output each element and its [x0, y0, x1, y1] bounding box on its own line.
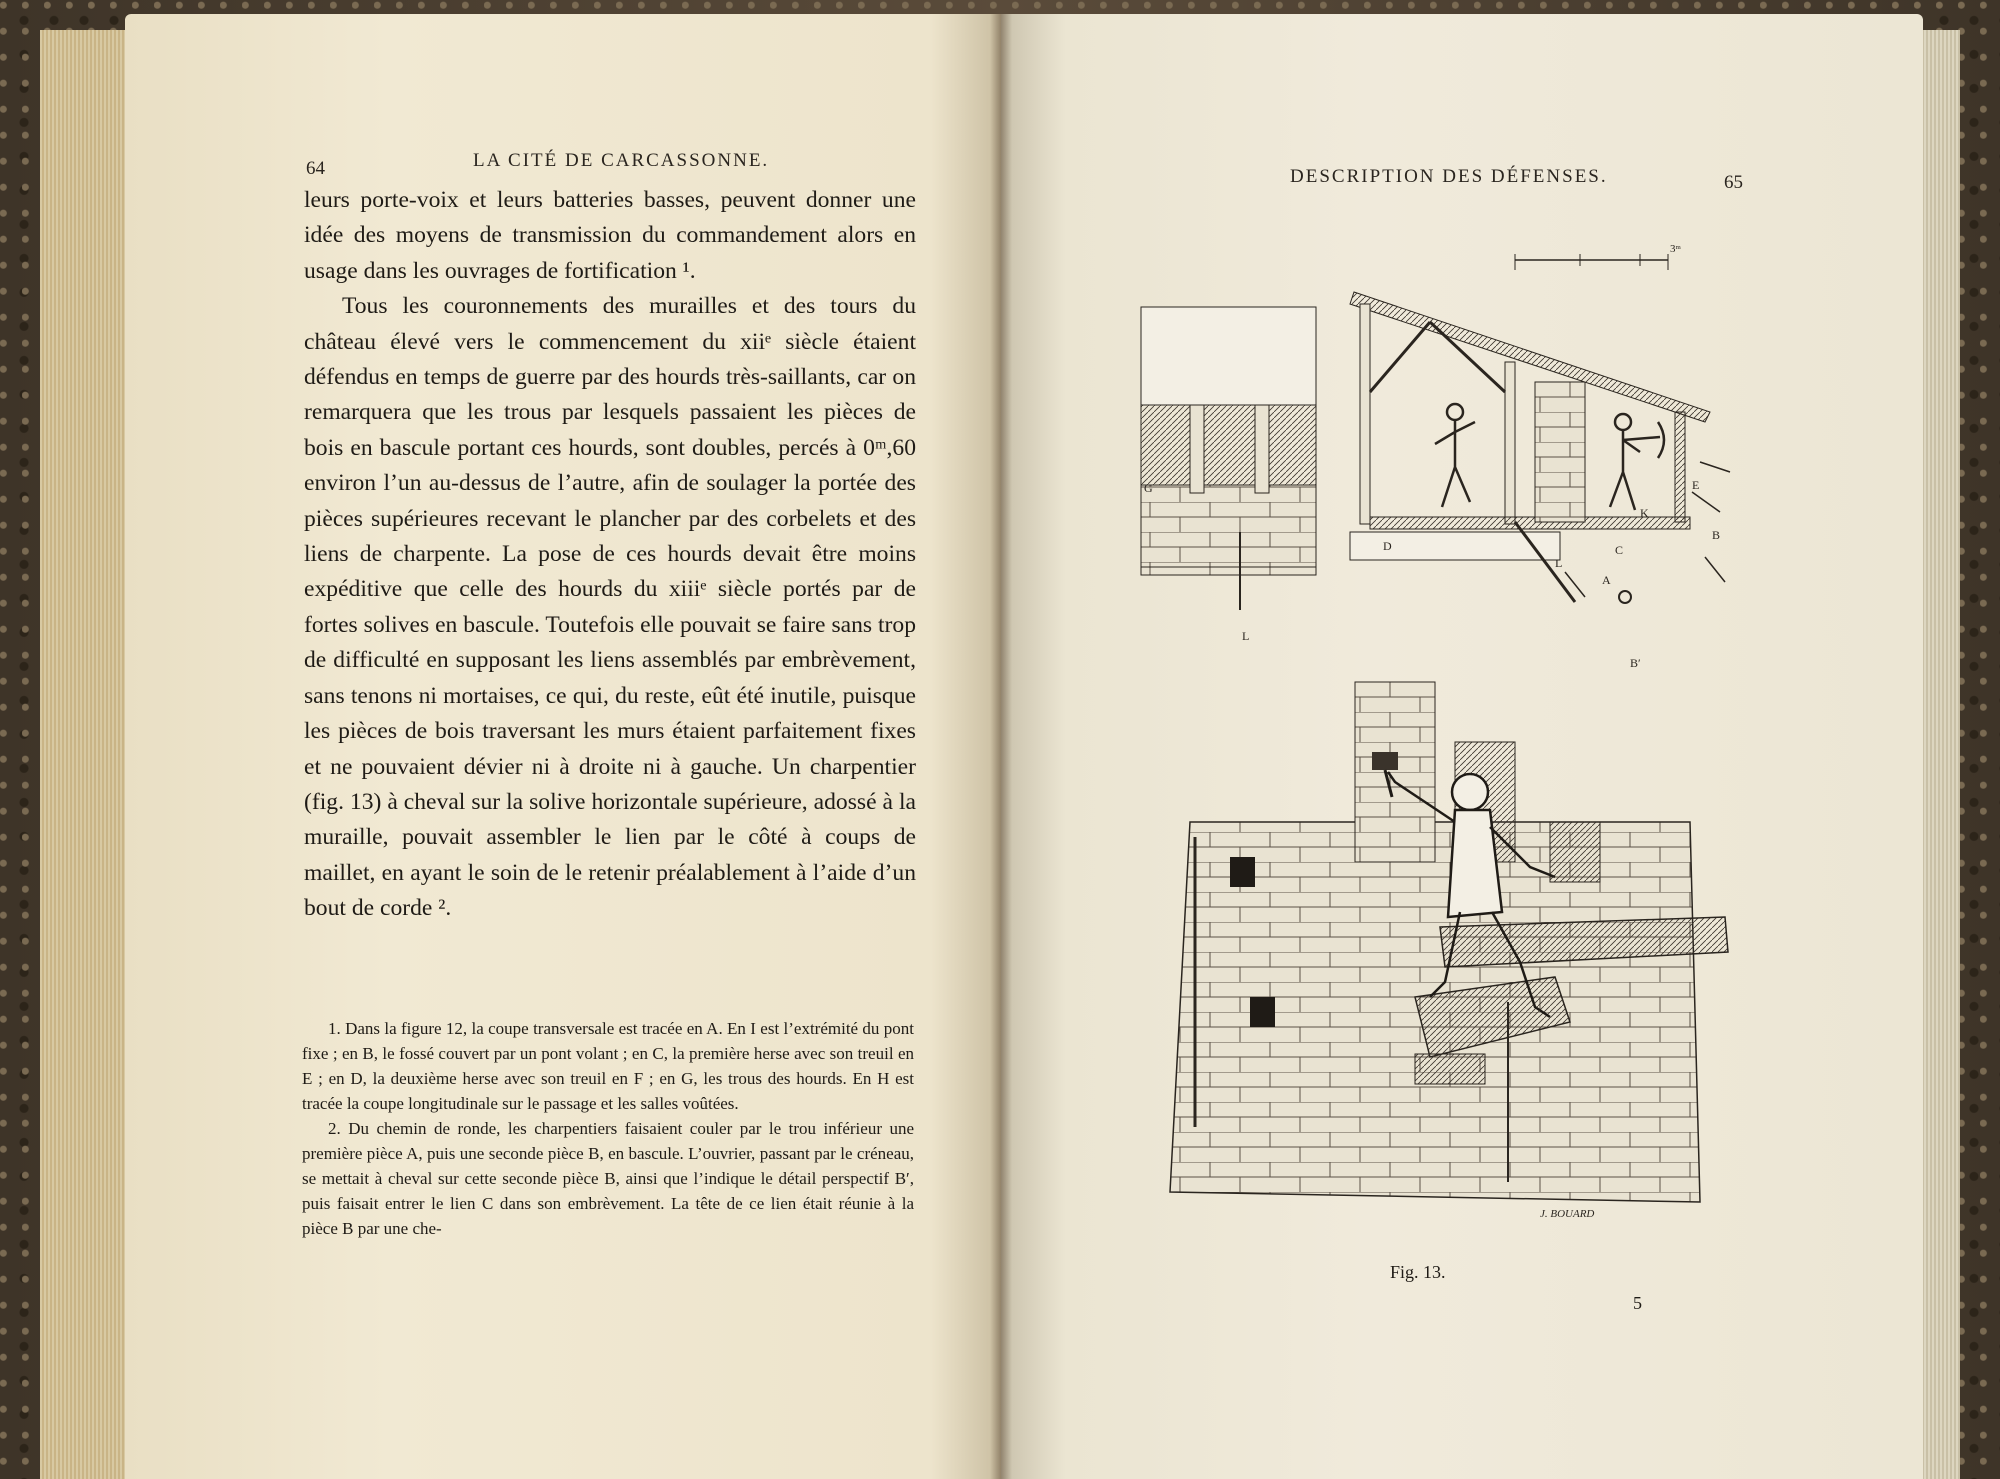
paragraph-1: leurs porte-voix et leurs batteries basses, peuvent donner une idée des moyens de transmission du commandement alors en usage dans les ouvrages de fortification ¹.: [304, 187, 916, 284]
hoarding-engraving-figure: [1130, 243, 1750, 1242]
letter-b: B: [1712, 528, 1721, 542]
carpenter-perspective: [1170, 682, 1728, 1220]
left-page-number: 64: [306, 158, 325, 179]
book-gutter: [990, 14, 1012, 1479]
letter-k: K: [1640, 506, 1649, 520]
right-page-number: 65: [1724, 172, 1743, 193]
letter-e: E: [1692, 478, 1700, 492]
letter-l-right: L: [1555, 556, 1563, 570]
wall-elevation-detail: [1141, 307, 1316, 610]
footnote-2: 2. Du chemin de ronde, les charpentiers faisaient couler par le trou inférieur une première pièce A, puis une seconde pièce B, en bascule. L’ouvrier, passant par le créneau, se mettait à cheval sur cette seconde pièce B, ainsi que l’indique le détail perspectif B′, puis faisait entrer le lien C dans son embrèvement. La tête de ce lien était réunie à la pièce B par une che-: [302, 1119, 914, 1238]
letter-a: A: [1602, 573, 1611, 587]
paragraph-2: Tous les couronnements des murailles et des tours du château élevé vers le commencement du xiiᵉ siècle étaient défendus en temps de guerre par des hourds très-saillants, car on remarquera que les trous par lesquels passaient les pièces de bois en bascule portant ces hourds, sont doubles, percés à 0ᵐ,60 environ l’un au-dessus de l’autre, afin de soulager la portée des pièces supérieures recevant le plancher par des corbelets et des liens de charpente. La pose de ces hourds devait être moins expéditive que celle des hourds du xiiiᵉ siècle portés par de fortes solives en bascule. Toutefois elle pouvait se faire sans trop de difficulté en supposant les liens assemblés par embrèvement, sans tenons ni mortaises, ce qui, du reste, eût été inutile, puisque les pièces de bois traversant les murs étaient parfaitement fixes et ne pouvaient dévier ni à droite ni à gauche. Un charpentier (fig. 13) à cheval sur la solive horizontale supérieure, adossé à la muraille, pouvait assembler le lien par le côté à coups de maillet, en ayant le soin de le retenir préalablement à l’aide d’un bout de corde ².: [304, 293, 916, 922]
figure-caption: Fig. 13.: [1390, 1262, 1446, 1282]
footnotes: [302, 1016, 914, 1241]
hoarding-section: [1350, 292, 1730, 603]
footnote-1: 1. Dans la figure 12, la coupe transversale est tracée en A. En I est l’extrémité du pont fixe ; en B, le fossé couvert par un pont volant ; en C, la première herse avec son treuil en E ; en D, la deuxième herse avec son treuil en F ; en G, les trous des hourds. En H est tracée la coupe longitudinale sur le passage et les salles voûtées.: [302, 1019, 914, 1113]
scale-label: 3ᵐ: [1670, 243, 1681, 255]
letter-d: D: [1383, 539, 1392, 553]
engraver-signature: J. BOUARD: [1540, 1208, 1595, 1220]
letter-c: C: [1615, 543, 1624, 557]
left-body-text: [304, 183, 916, 927]
letter-g: G: [1144, 481, 1153, 495]
signature-mark: 5: [1633, 1293, 1642, 1313]
right-running-head: DESCRIPTION DES DÉFENSES.: [1290, 166, 1608, 187]
left-running-head: LA CITÉ DE CARCASSONNE.: [473, 150, 770, 171]
letter-b-prime: B′: [1630, 656, 1641, 670]
letter-l-left: L: [1242, 629, 1250, 643]
